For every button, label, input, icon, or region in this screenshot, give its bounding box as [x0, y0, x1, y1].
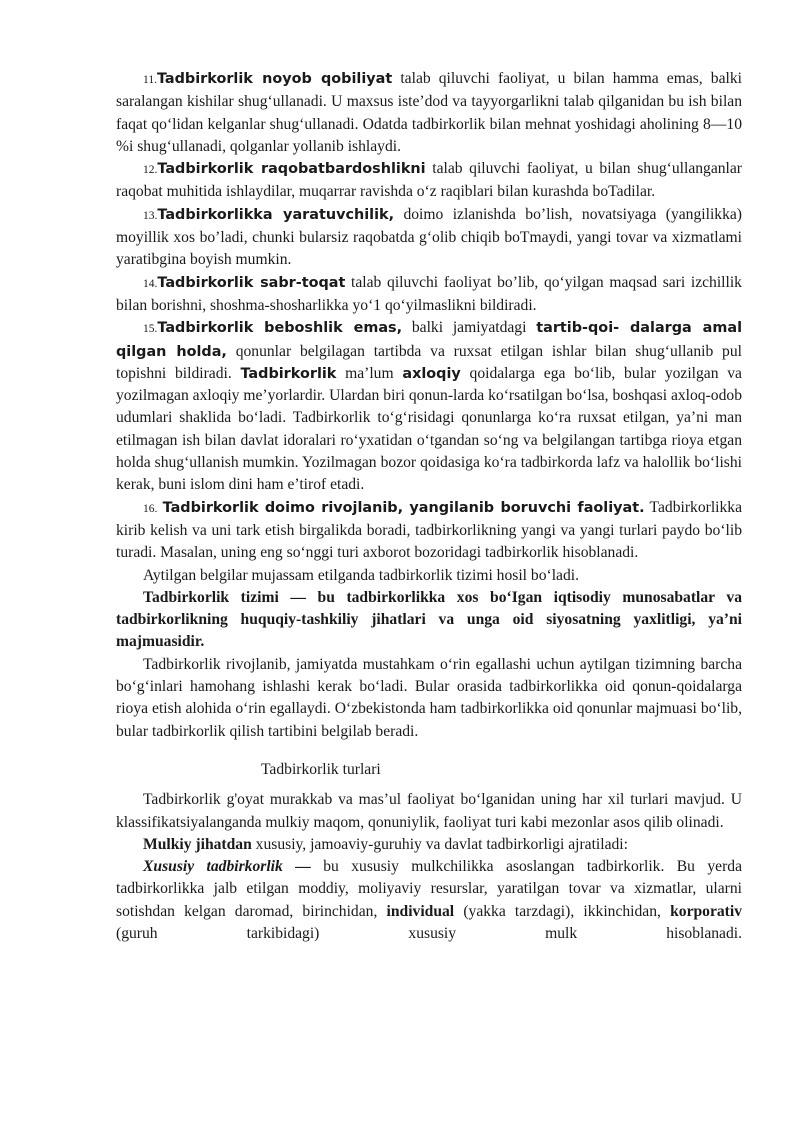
key-term: korporativ — [670, 902, 742, 920]
paragraph-text: (guruh tarkibidagi) xususiy mulk hisoblanadi. — [116, 924, 742, 942]
key-term: Mulkiy jihatdan — [143, 835, 252, 853]
item-number: 15. — [143, 323, 158, 336]
key-term: individual — [386, 902, 455, 920]
key-term: axloqiy — [402, 365, 461, 382]
paragraph-13 — [116, 204, 742, 272]
paragraph-15 — [116, 317, 742, 496]
key-term: Tadbirkorlik doimo rivojlanib, yangilanib boruvchi faoliyat. — [162, 499, 645, 516]
paragraph-text: ma’lum — [336, 364, 403, 382]
paragraph-21 — [116, 834, 742, 856]
item-number: 14. — [143, 277, 158, 290]
paragraph-text: doimo izlanishda bo’lish, novatsiyaga (yangilikka) moyillik xos bo’ladi, chunki bularsiz raqobatda g‘olib chiqib boTmaydi, yangi tovar va xizmatlami yaratibgina boyish mumkin. — [116, 205, 742, 269]
paragraph-text: talab qiluvchi faoliyat, u bilan shug‘ullanganlar raqobat muhitida ishlaydilar, muqarrar ravishda o‘z raqiblari bilan kurashda boTadilar. — [116, 160, 742, 201]
paragraph-12 — [116, 158, 742, 204]
key-term: Tadbirkorlik raqobatbardoshlikni — [157, 161, 426, 178]
key-term: Tadbirkorlik sabr-toqat — [157, 274, 346, 291]
key-term: Xususiy tadbirkorlik — — [143, 858, 311, 876]
paragraph-text: (yakka tarzdagi), ikkinchidan, — [454, 902, 671, 920]
key-term: Tadbirkorlik beboshlik emas, — [157, 320, 403, 337]
document-page — [116, 68, 742, 945]
paragraph-text: qoidalarga ega bo‘lib, bular yozilgan va yozilmagan axloqiy me’yorlardir. Ulardan biri qonun-larda ko‘rsatilgan bo‘lsa, boshqasi axloq-odob udumlari shaklida bo‘ladi. Tadbirkorlik to‘g‘risidagi qonunlarga ko‘ra ruxsat etilgan, ya’ni man etilmagan ish bilan davlat idoralari ro‘yxatidan o‘tgandan so‘ng va belgilangan tartibga rioya etgan holda shug‘ullanish mumkin. Yozilmagan bozor qoidasiga ko‘ra tadbirkorda lafz va halollik bo‘lishi kerak, buni islom dini ham e’tirof etadi. — [116, 364, 742, 494]
paragraph-text: Aytilgan belgilar mujassam etilganda tadbirkorlik tizimi hosil bo‘ladi. — [143, 566, 579, 584]
section-heading: Tadbirkorlik turlari — [261, 760, 381, 778]
paragraph-text: Tadbirkorlik rivojlanib, jamiyatda mustahkam o‘rin egallashi uchun aytilgan tizimning barcha bo‘g‘inlari hamohang ishlashi kerak bo‘ladi. Bular orasida tadbirkorlikka oid qonun-qoidalarga rioya etish alohida o‘rin egallaydi. O‘zbekistonda ham tadbirkorlikka oid qonunlar majmuasi bo‘lib, bular tadbirkorlik qilish tartibini belgilab beradi. — [116, 655, 742, 740]
definition-text: Tadbirkorlik tizimi — bu tadbirkorlikka xos bo‘Igan iqtisodiy munosabatlar va tadbirkorlikning huquqiy-tashkiliy jihatlari va unga oid siyosatning yaxlitligi, ya’ni majmuasidir. — [116, 588, 742, 651]
paragraph-20 — [116, 789, 742, 834]
paragraph-text: bu xususiy mulkchilikka asoslangan tadbirkorlik. Bu yerda tadbirkorlikka jalb etilgan moddiy, moliyaviy resurslar, yaratilgan tovar va xizmatlar, ularni sotishdan kelgan daromad, birinchidan, — [116, 858, 743, 920]
item-number: 12. — [143, 164, 158, 177]
item-number: 11. — [143, 74, 157, 86]
paragraph-text: Tadbirkorlikka kirib kelish va uni tark etish birgalikda boradi, tadbirkorlikning yangi va yangi turlari paydo bo‘lib turadi. Masalan, uning eng so‘nggi turi axborot bozoridagi tadbirkorlik hisoblanadi. — [116, 498, 742, 562]
paragraph-text: xususiy, jamoaviy-guruhiy va davlat tadbirkorligi ajratiladi: — [251, 835, 628, 853]
paragraph-text: talab qiluvchi faoliyat bo’lib, qo‘yilgan maqsad sari izchillik bilan borishni, shoshma-shosharlikka yo‘1 qo‘yilmaslikni bildiradi. — [116, 273, 742, 314]
paragraph-19 — [116, 654, 742, 743]
definition-paragraph — [116, 587, 742, 654]
paragraph-16 — [116, 497, 742, 565]
paragraph-text: qonunlar belgilagan tartibda va ruxsat etilgan ishlar bilan shug‘ullanib pul topishni bildiradi. — [116, 342, 742, 382]
paragraph-22 — [116, 856, 742, 945]
item-number: 16. — [143, 502, 158, 515]
key-term: Tadbirkorlikka yaratuvchilik, — [157, 206, 395, 223]
paragraph-text: Tadbirkorlik g'oyat murakkab va mas’ul faoliyat bo‘lganidan uning har xil turlari mavjud. U klassifikatsiyalanganda mulkiy maqom, qonuniylik, faoliyat turi kabi mezonlar asos qilib olinadi. — [116, 791, 742, 831]
key-term: Tadbirkorlik — [240, 365, 337, 382]
paragraph-text: talab qiluvchi faoliyat, u bilan hamma emas, balki saralangan kishilar shug‘ullanadi. U maxsus iste’dod va tayyorgarlikni talab qilganidan bu ish bilan faqat qo‘lidan kelganlar shug‘ullanadi. Odatda tadbirkorlik bilan mehnat yoshidagi aholining 8—10 %i shug‘ullanadi, qolganlar yollanib ishlaydi. — [116, 70, 742, 155]
paragraph-11 — [116, 68, 742, 158]
paragraph-17 — [116, 565, 742, 587]
key-term: tartib-qoi- dalarga amal qilgan holda, — [116, 320, 743, 360]
paragraph-14 — [116, 272, 742, 318]
key-term: Tadbirkorlik noyob qobiliyat — [156, 71, 393, 87]
paragraph-text: balki jamiyatdagi — [402, 319, 537, 337]
item-number: 13. — [143, 209, 158, 222]
